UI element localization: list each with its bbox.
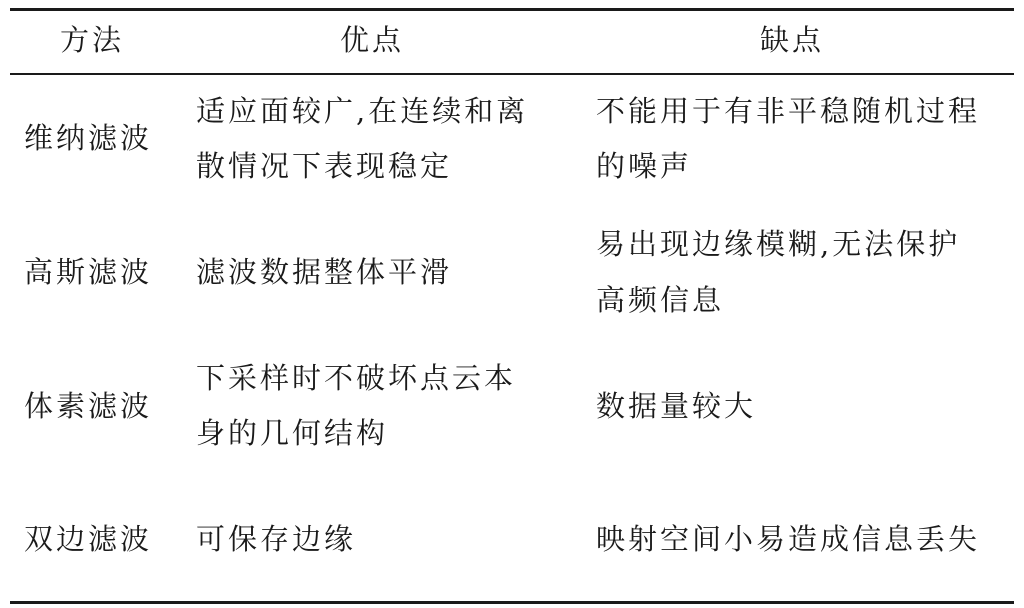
row-2-cons-line-2: 高频信息 — [596, 283, 725, 317]
row-3-pros-line-2: 身的几何结构 — [196, 416, 389, 450]
table-header-rule — [10, 73, 1014, 75]
row-2-method: 高斯滤波 — [24, 255, 153, 289]
row-1-cons-line-2: 的噪声 — [596, 149, 693, 183]
row-4-pros-line-1: 可保存边缘 — [196, 522, 357, 556]
row-3-pros-line-1: 下采样时不破坏点云本 — [196, 361, 517, 395]
row-3-cons-line-1: 数据量较大 — [596, 389, 757, 423]
header-pros: 优点 — [340, 23, 405, 57]
row-1-method: 维纳滤波 — [24, 121, 153, 155]
row-1-pros-line-2: 散情况下表现稳定 — [196, 149, 453, 183]
row-4-method: 双边滤波 — [24, 522, 153, 556]
table-top-rule — [10, 8, 1014, 11]
header-method: 方法 — [60, 23, 125, 57]
row-2-cons-line-1: 易出现边缘模糊,无法保护 — [596, 227, 961, 261]
row-1-pros-line-1: 适应面较广,在连续和离 — [196, 94, 529, 128]
row-4-cons-line-1: 映射空间小易造成信息丢失 — [596, 522, 981, 556]
row-3-method: 体素滤波 — [24, 389, 153, 423]
header-cons: 缺点 — [760, 23, 825, 57]
table-bottom-rule — [10, 601, 1014, 604]
row-2-pros-line-1: 滤波数据整体平滑 — [196, 255, 453, 289]
row-1-cons-line-1: 不能用于有非平稳随机过程 — [596, 94, 981, 128]
